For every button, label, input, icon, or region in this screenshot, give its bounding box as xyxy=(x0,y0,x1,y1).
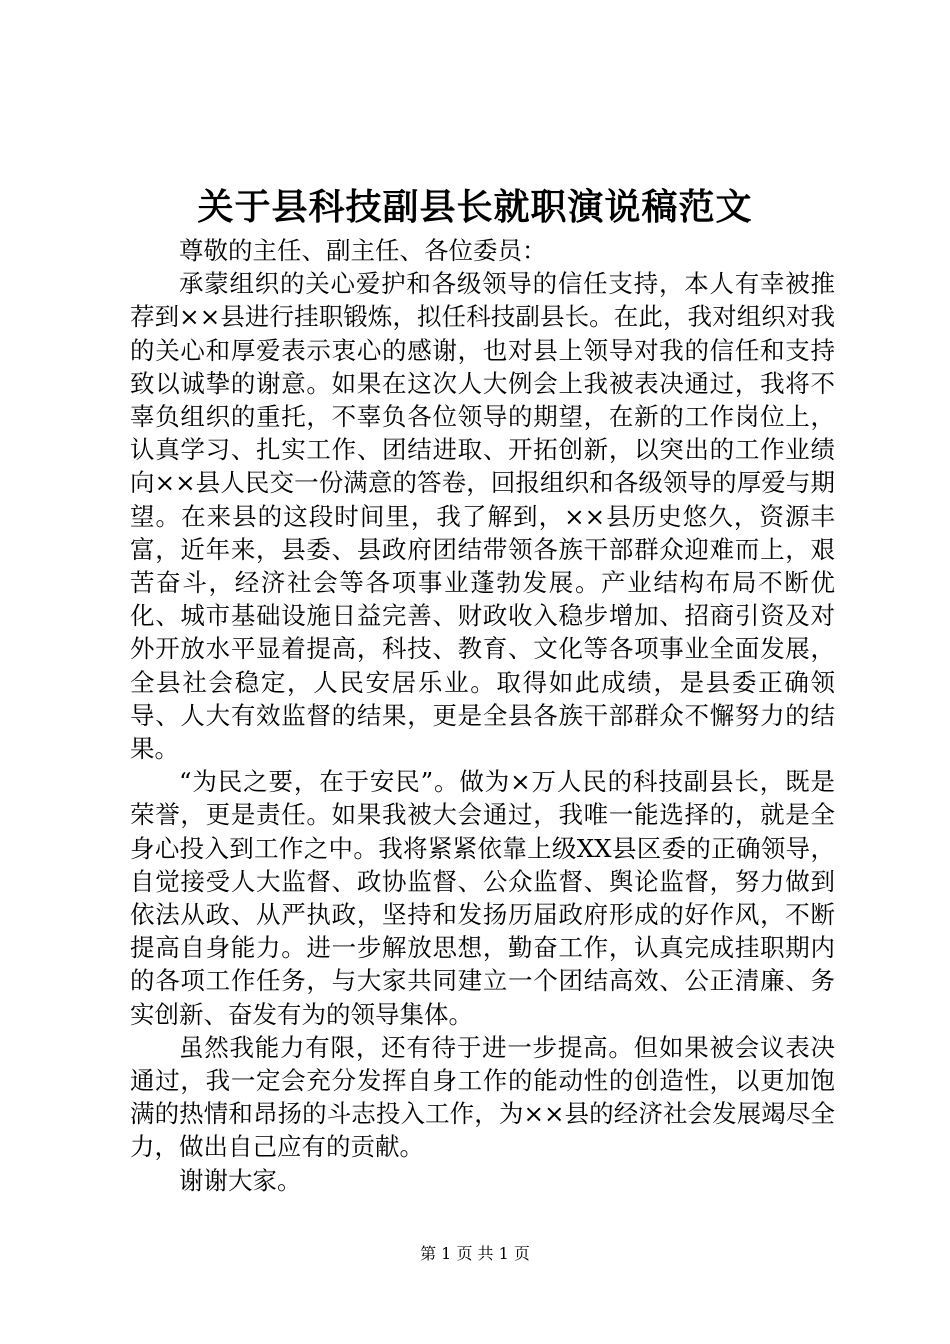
paragraph-1: 承蒙组织的关心爱护和各级领导的信任支持，本人有幸被推荐到××县进行挂职锻炼，拟任科技副县长。在此，我对组织对我的关心和厚爱表示衷心的感谢，也对县上领导对我的信任和支持致以诚挚的谢意。如果在这次人大例会上我被表决通过，我将不辜负组织的重托，不辜负各位领导的期望，在新的工作岗位上，认真学习、扎实工作、团结进取、开拓创新，以突出的工作业绩向××县人民交一份满意的答卷，回报组织和各级领导的厚爱与期望。在来县的这段时间里，我了解到，××县历史悠久，资源丰富，近年来，县委、县政府团结带领各族干部群众迎难而上，艰苦奋斗，经济社会等各项事业蓬勃发展。产业结构布局不断优化、城市基础设施日益完善、财政收入稳步增加、招商引资及对外开放水平显着提高，科技、教育、文化等各项事业全面发展，全县社会稳定，人民安居乐业。取得如此成绩，是县委正确领导、人大有效监督的结果，更是全县各族干部群众不懈努力的结果。 xyxy=(130,269,835,764)
closing-thanks: 谢谢大家。 xyxy=(179,1165,302,1195)
paragraph-3: 虽然我能力有限，还有待于进一步提高。但如果被会议表决通过，我一定会充分发挥自身工作的能动性的创造性，以更加饱满的热情和昂扬的斗志投入工作，为××县的经济社会发展竭尽全力，做出自己应有的贡献。 xyxy=(130,1032,835,1162)
paragraph-2: “为民之要，在于安民”。做为×万人民的科技副县长，既是荣誉，更是责任。如果我被大会通过，我唯一能选择的，就是全身心投入到工作之中。我将紧紧依靠上级XX县区委的正确领导，自觉接受人大监督、政协监督、公众监督、舆论监督，努力做到依法从政、从严执政，坚持和发扬历届政府形成的好作风，不断提高自身能力。进一步解放思想，勤奋工作，认真完成挂职期内的各项工作任务，与大家共同建立一个团结高效、公正清廉、务实创新、奋发有为的领导集体。 xyxy=(130,767,835,1029)
salutation: 尊敬的主任、副主任、各位委员： xyxy=(179,236,547,265)
document-title: 关于县科技副县长就职演说稿范文 xyxy=(197,186,753,228)
page-number-footer: 第 1 页 共 1 页 xyxy=(420,1244,530,1263)
document-body xyxy=(130,234,835,1197)
